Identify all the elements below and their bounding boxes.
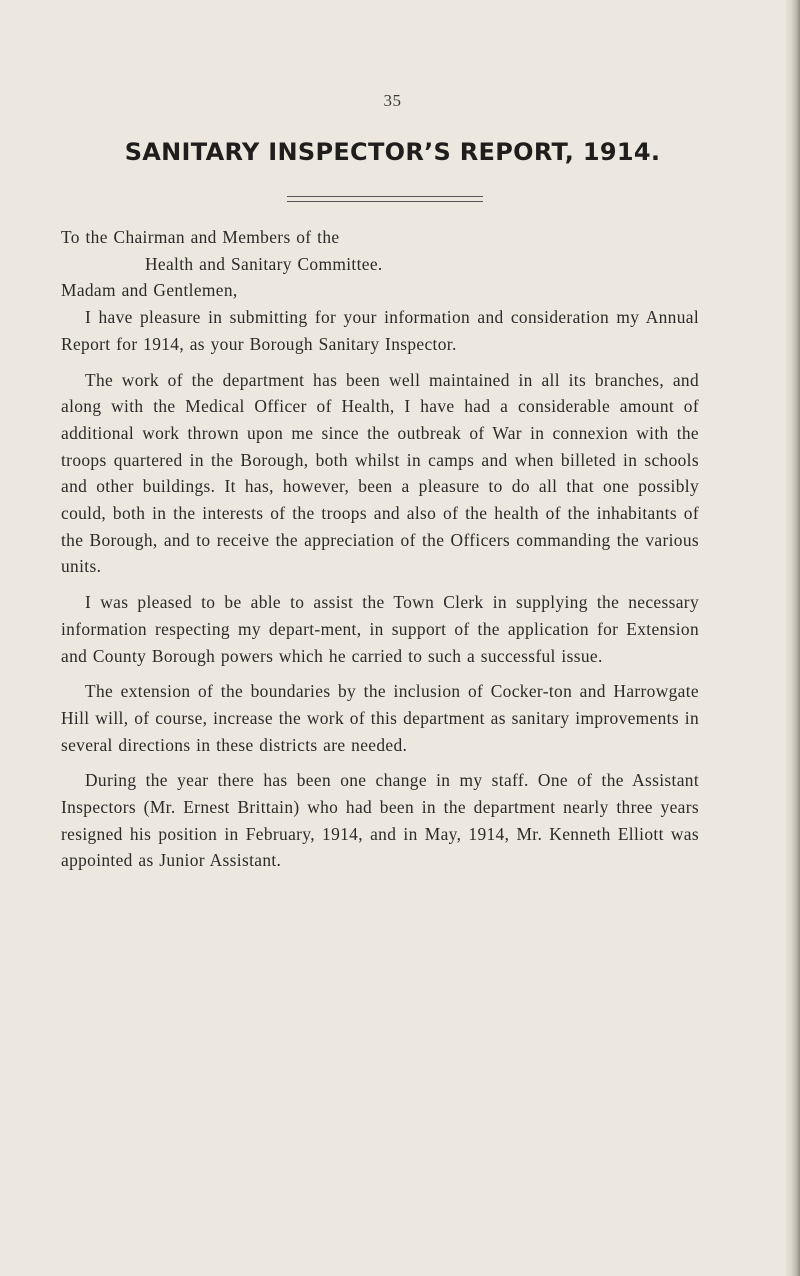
page-edge-shadow xyxy=(786,0,800,1276)
page-number: 35 xyxy=(383,91,402,110)
address-line-2: Health and Sanitary Committee. xyxy=(145,253,383,274)
report-title: SANITARY INSPECTOR’S REPORT, 1914. xyxy=(124,138,661,166)
paragraph-5: During the year there has been one change in my staff. One of the Assistant Inspectors (Mr. Ernest Brittain) who had been in the department nearly three years resigned his position in February, 1914, and in May, 1914, Mr. Kenneth Elliott was appointed as Junior Assistant. xyxy=(61,770,699,871)
title-double-rule xyxy=(287,196,483,202)
paragraph-2: The work of the department has been well maintained in all its branches, and along with the Medical Officer of Health, I have had a considerable amount of additional work thrown upon me since the outbreak of War in connexion with the troops quartered in the Borough, both whilst in camps and when billeted in schools and other buildings. It has, however, been a pleasure to do all that one possibly could, both in the interests of the troops and also of the health of the inhabitants of the Borough, and to receive the appreciation of the Officers commanding the various units. xyxy=(61,369,699,577)
paragraph-1: I have pleasure in submitting for your information and consideration my Annual Report for 1914, as your Borough Sanitary Inspector. xyxy=(61,307,699,354)
salutation: Madam and Gentlemen, xyxy=(61,280,238,301)
report-body xyxy=(61,224,699,874)
address-line-1: To the Chairman and Members of the xyxy=(61,227,340,247)
paragraph-4: The extension of the boundaries by the inclusion of Cocker-ton and Harrowgate Hill will, of course, increase the work of this department as sanitary improvements in several directions in these districts are needed. xyxy=(61,681,699,755)
paragraph-3: I was pleased to be able to assist the Town Clerk in supplying the necessary information respecting my depart-ment, in support of the application for Extension and County Borough powers which he carried to such a successful issue. xyxy=(61,592,699,666)
